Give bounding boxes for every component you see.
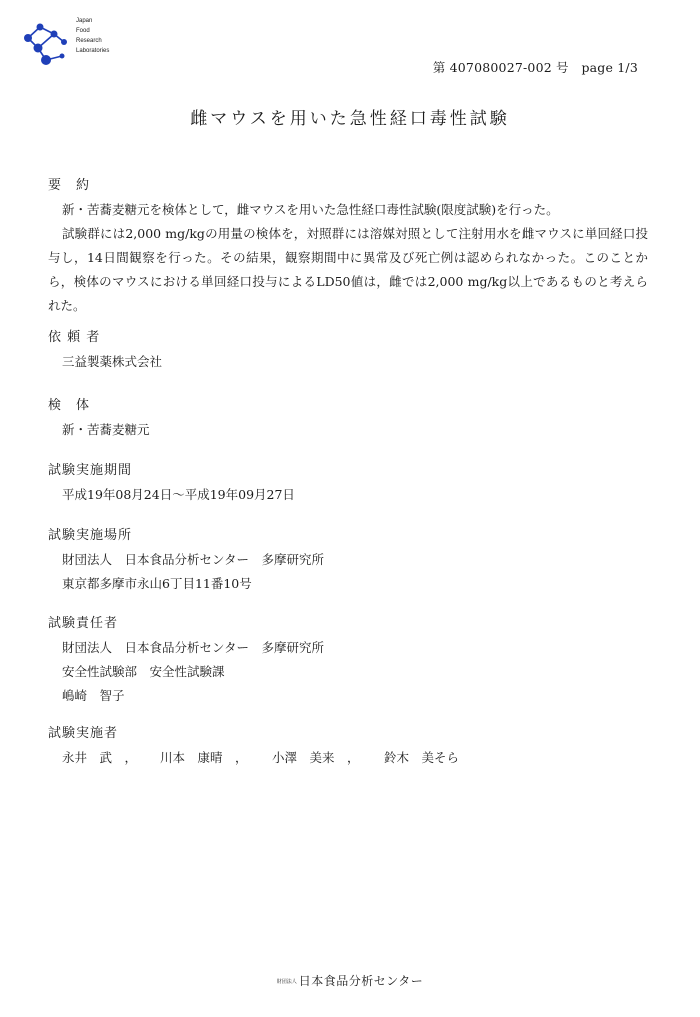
client-section: [48, 326, 648, 374]
place-label: 試験実施場所: [48, 528, 133, 543]
client-value: 三益製薬株式会社: [62, 354, 163, 369]
period-section: [48, 459, 648, 507]
operators-label: 試験実施者: [48, 726, 119, 741]
logo-text: Japan Food Research Laboratories: [76, 18, 110, 54]
operator-name: 川本 康晴 ，: [160, 750, 248, 765]
sample-value: 新・苦蕎麦糖元: [62, 422, 150, 437]
responsible-label: 試験責任者: [48, 616, 119, 631]
footer-organization: [0, 972, 700, 989]
summary-section: [48, 174, 648, 318]
footer-small-label: 財団法人: [276, 979, 297, 985]
footer-name: 日本食品分析センター: [298, 974, 424, 988]
client-label: 依 頼 者: [48, 330, 101, 345]
operator-name: 鈴木 美そら: [384, 750, 460, 765]
place-line-1: 財団法人 日本食品分析センター 多摩研究所: [62, 552, 325, 567]
responsible-section: [48, 612, 648, 708]
operator-name: 永井 武 ，: [62, 750, 138, 765]
summary-paragraph-2: 試験群には2,000 mg/kgの用量の検体を，対照群には溶媒対照として注射用水を雌マウスに単回経口投与し，14日間観察を行った。その結果，観察期間中に異常及び死亡例は認められなかった。このことから，検体のマウスにおける単回経口投与によるLD50値は，雌では2,000 mg/kg以上であるものと考えられた。: [48, 226, 648, 313]
responsible-line-2: 安全性試験部 安全性試験課: [62, 664, 225, 679]
operator-name: 小澤 美来 ，: [272, 750, 360, 765]
period-label: 試験実施期間: [48, 463, 133, 478]
operators-list: [48, 746, 648, 770]
jfrl-molecule-logo-icon: [18, 18, 74, 68]
responsible-line-1: 財団法人 日本食品分析センター 多摩研究所: [62, 640, 325, 655]
responsible-line-3: 嶋崎 智子: [62, 688, 125, 703]
period-value: 平成19年08月24日～平成19年09月27日: [62, 487, 295, 502]
sample-label: 検 体: [48, 398, 91, 413]
sample-section: [48, 394, 648, 442]
place-line-2: 東京都多摩市永山6丁目11番10号: [62, 576, 252, 591]
place-section: [48, 524, 648, 596]
summary-paragraph-1: 新・苦蕎麦糖元を検体として，雌マウスを用いた急性経口毒性試験(限度試験)を行った。: [62, 202, 559, 217]
document-number: 第 407080027-002 号 page 1/3: [432, 60, 638, 75]
summary-label: 要 約: [48, 178, 91, 193]
page-title: 雌マウスを用いた急性経口毒性試験: [190, 109, 510, 129]
operators-section: [48, 722, 648, 770]
jfrl-logo: [18, 14, 118, 70]
